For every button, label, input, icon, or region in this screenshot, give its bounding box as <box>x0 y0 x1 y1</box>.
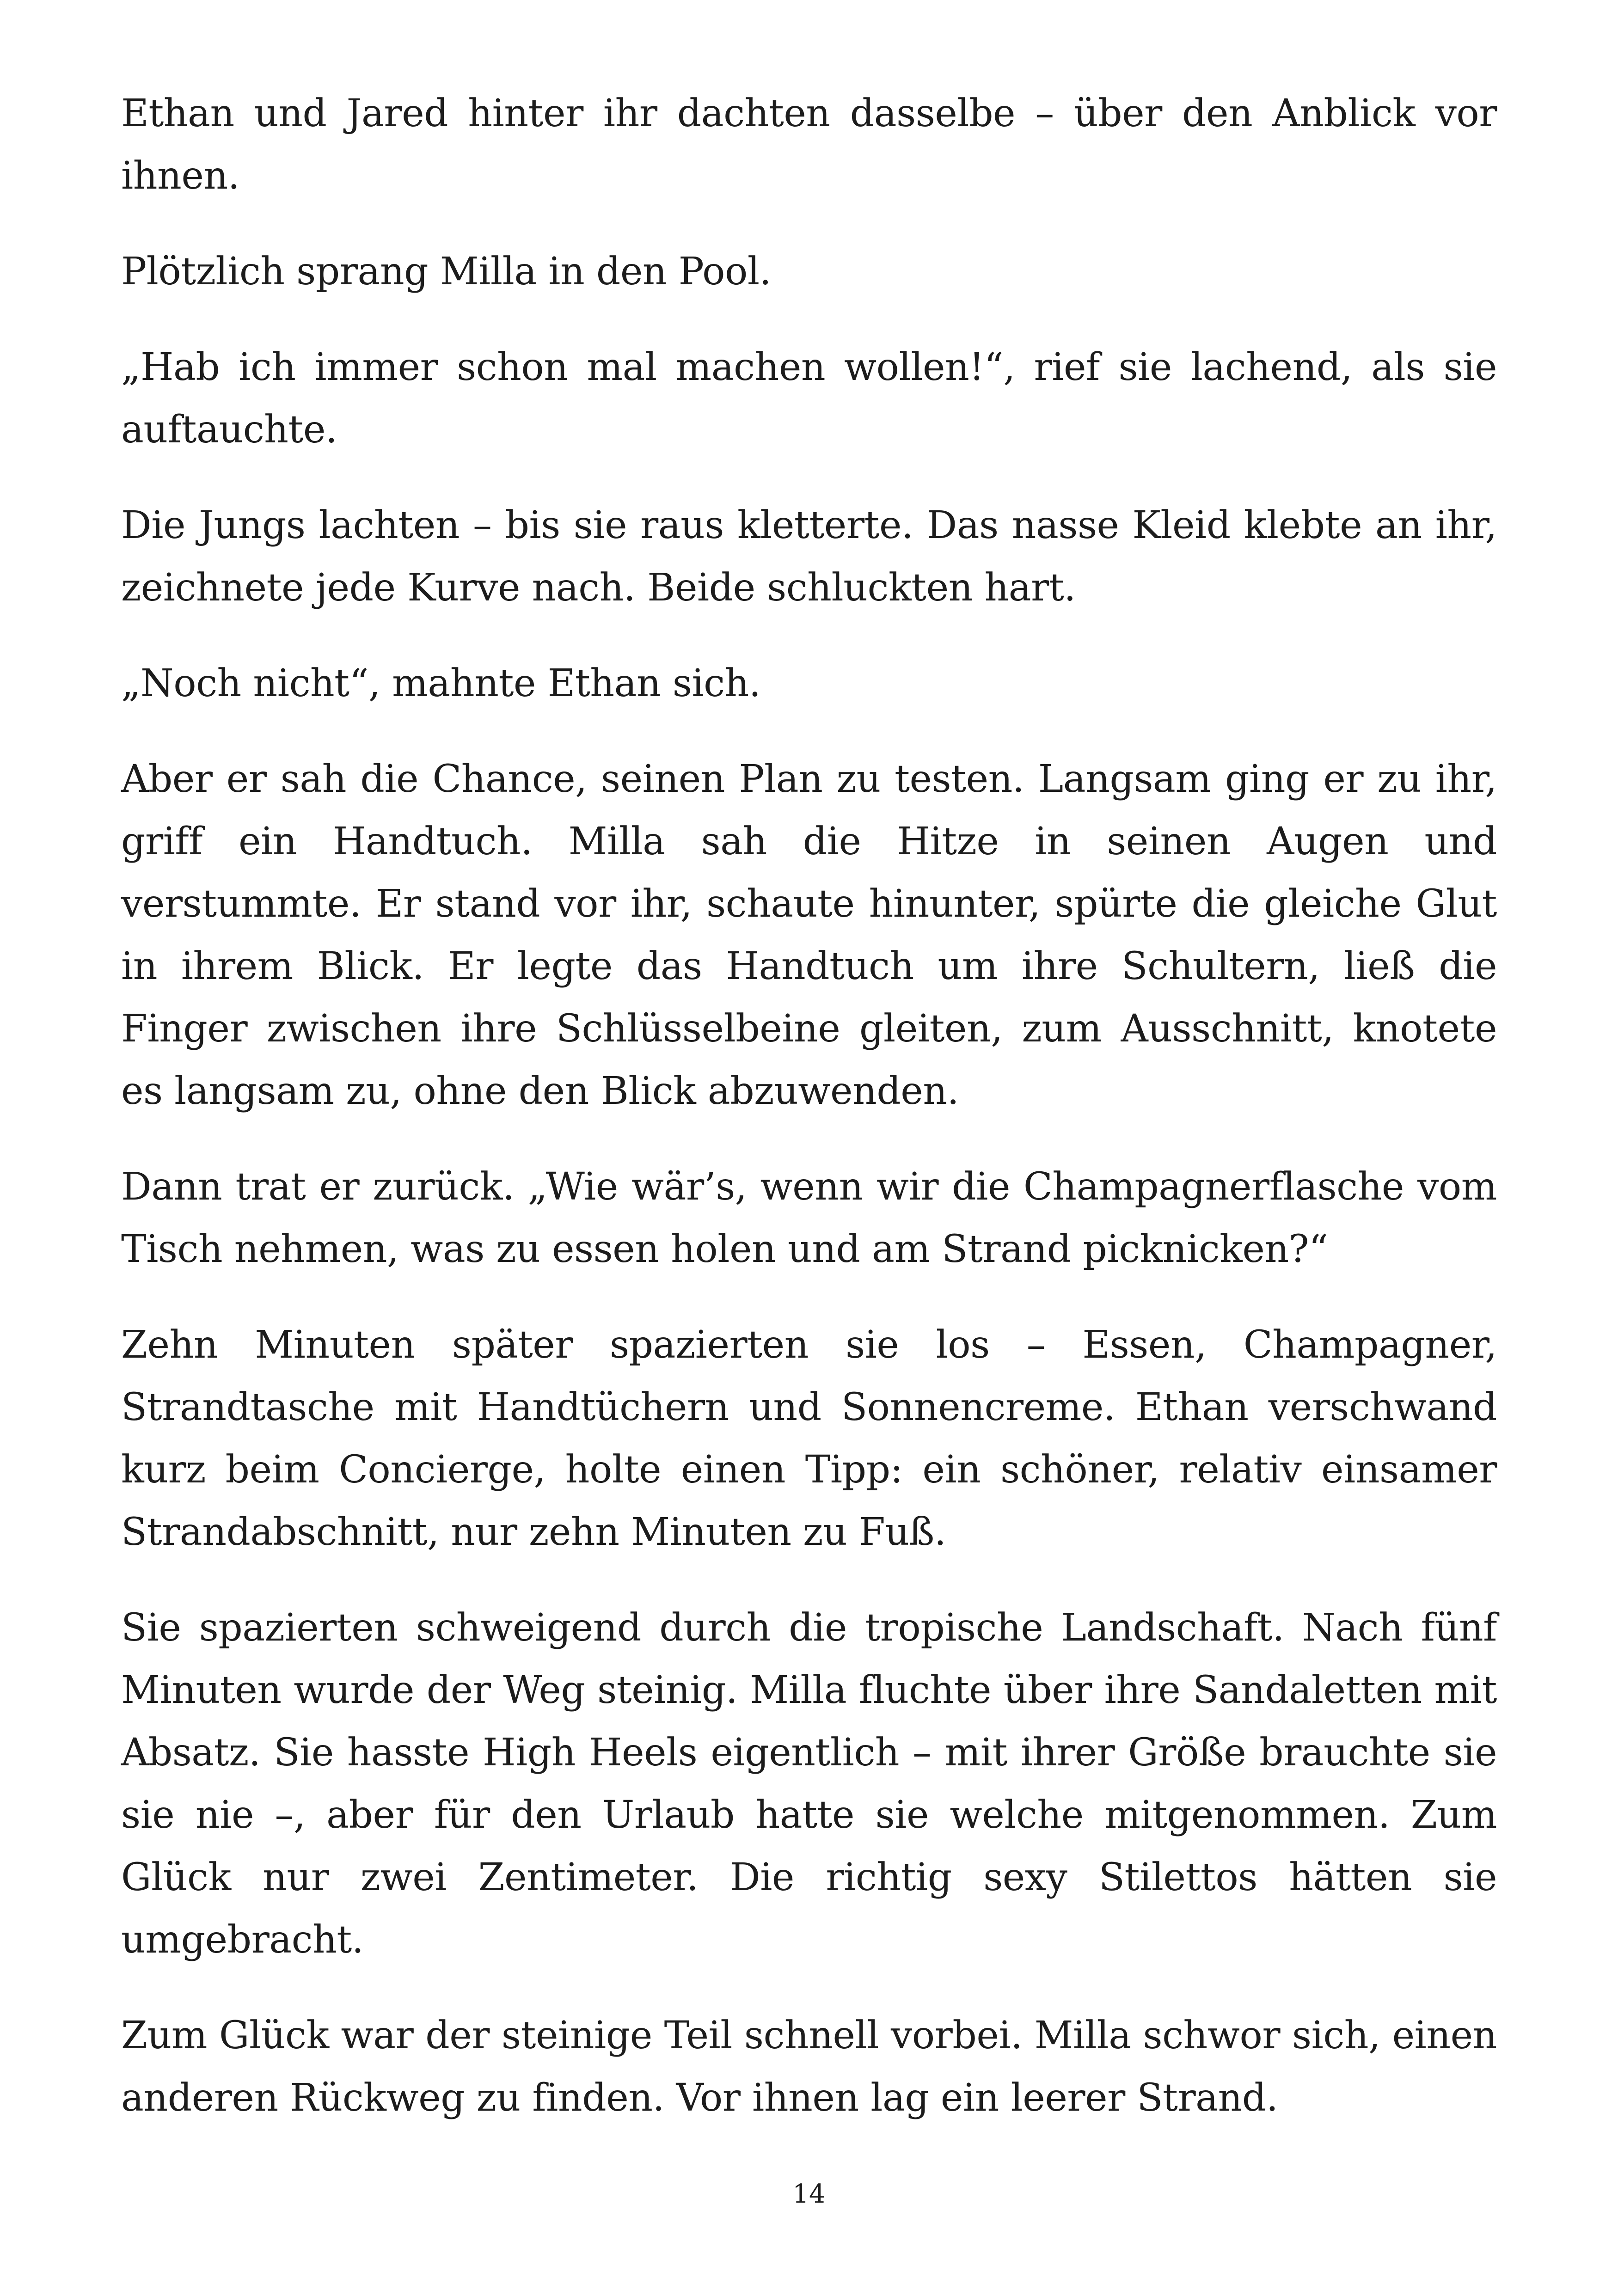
page-body <box>121 82 1497 2162</box>
paragraph-1: Ethan und Jared hinter ihr dachten dasselbe – über den Anblick vor ihnen. <box>121 92 1497 198</box>
paragraph-7: Dann trat er zurück. „Wie wär’s, wenn wir die Champagnerflasche vom Tisch nehmen, was zu essen holen und am Strand picknicken?“ <box>121 1165 1497 1271</box>
page-number: 14 <box>792 2179 826 2209</box>
paragraph-9: Sie spazierten schweigend durch die tropische Landschaft. Nach fünf Minuten wurde der Weg steinig. Milla fluchte über ihre Sandaletten mit Absatz. Sie hasste High Heels eigentlich – mit ihrer Größe brauchte sie sie nie –, aber für den Urlaub hatte sie welche mitgenommen. Zum Glück nur zwei Zentimeter. Die richtig sexy Stilettos hätten sie umgebracht. <box>121 1606 1497 1962</box>
paragraph-6: Aber er sah die Chance, seinen Plan zu testen. Langsam ging er zu ihr, griff ein Handtuch. Milla sah die Hitze in seinen Augen und verstummte. Er stand vor ihr, schaute hinunter, spürte die gleiche Glut in ihrem Blick. Er legte das Handtuch um ihre Schultern, ließ die Finger zwischen ihre Schlüsselbeine gleiten, zum Ausschnitt, knotete es langsam zu, ohne den Blick abzuwenden. <box>121 757 1497 1113</box>
paragraph-2: Plötzlich sprang Milla in den Pool. <box>121 250 772 294</box>
paragraph-10: Zum Glück war der steinige Teil schnell vorbei. Milla schwor sich, einen anderen Rückweg zu finden. Vor ihnen lag ein leerer Strand. <box>121 2014 1497 2120</box>
paragraph-8: Zehn Minuten später spazierten sie los – Essen, Champagner, Strandtasche mit Handtüchern und Sonnencreme. Ethan verschwand kurz beim Concierge, holte einen Tipp: ein schöner, relativ einsamer Strandabschnitt, nur zehn Minuten zu Fuß. <box>121 1323 1497 1554</box>
paragraph-4: Die Jungs lachten – bis sie raus kletterte. Das nasse Kleid klebte an ihr, zeichnete jede Kurve nach. Beide schluckten hart. <box>121 503 1497 610</box>
paragraph-3: „Hab ich immer schon mal machen wollen!“, rief sie lachend, als sie auftauchte. <box>121 345 1497 452</box>
paragraph-5: „Noch nicht“, mahnte Ethan sich. <box>121 661 761 705</box>
